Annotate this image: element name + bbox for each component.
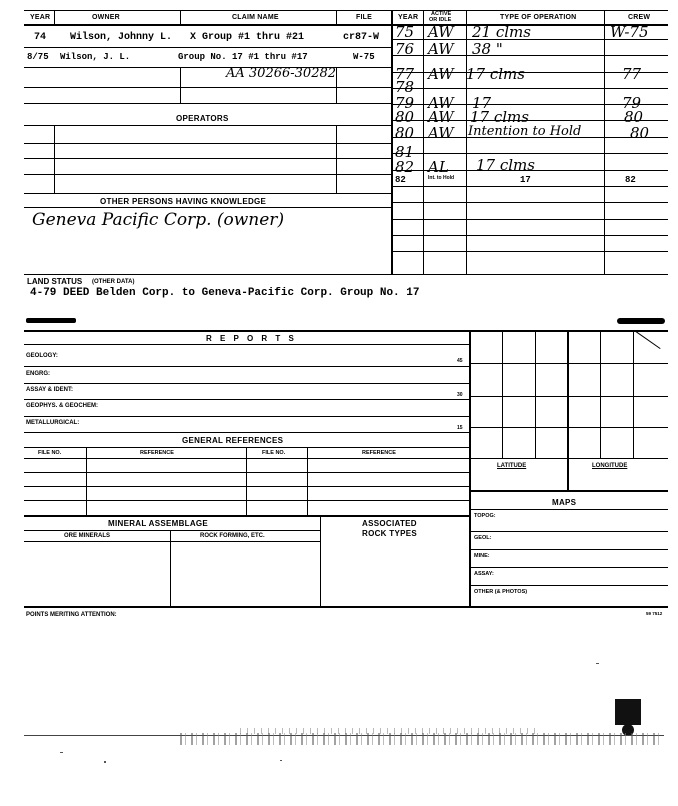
maps-title: MAPS (552, 498, 577, 507)
report-num: 30 (457, 392, 463, 398)
owner-row-claim: Group No. 17 #1 thru #17 (178, 52, 308, 62)
map-row-geol: GEOL: (474, 535, 492, 541)
report-num: 15 (457, 425, 463, 431)
col-file-no: FILE NO. (38, 450, 62, 456)
activity-operation: 17 (472, 94, 492, 112)
activity-year: 82 (395, 158, 415, 176)
map-row-other: OTHER (& PHOTOS) (474, 589, 528, 595)
activity-year: 78 (395, 78, 415, 96)
activity-year: 79 (395, 94, 415, 112)
rock-types-label: ROCK TYPES (362, 529, 418, 538)
owner-row-year: 8/75 (27, 52, 49, 62)
activity-operation: 17 clms (476, 156, 535, 174)
activity-operation: 17 (520, 175, 531, 185)
report-label: ASSAY & IDENT: (26, 387, 74, 393)
scan-mark (26, 318, 76, 323)
latitude-label: LATITUDE (497, 463, 527, 469)
header-year: YEAR (30, 14, 51, 21)
header-or-idle: OR IDLE (429, 17, 452, 23)
longitude-label: LONGITUDE (592, 463, 628, 469)
activity-year: 80 (395, 108, 415, 126)
activity-status: Int. to Hold (428, 175, 455, 181)
report-label: GEOLOGY: (26, 353, 58, 359)
points-meriting-attention: POINTS MERITING ATTENTION: (26, 612, 117, 618)
header-type-of-operation: TYPE OF OPERATION (500, 14, 577, 21)
report-num: 45 (457, 358, 463, 364)
owner-row-owner: Wilson, Johnny L. (70, 32, 173, 43)
header-claim-name: CLAIM NAME (232, 14, 279, 21)
activity-crew: 79 (622, 94, 642, 112)
form-number: 59 7512 (646, 611, 663, 616)
owner-row-file: cr87-W (343, 32, 380, 43)
col-file-no-2: FILE NO. (262, 450, 286, 456)
activity-crew: 77 (622, 65, 642, 83)
col-reference-2: REFERENCE (362, 450, 396, 456)
operators-label: OPERATORS (176, 114, 229, 123)
general-references-title: GENERAL REFERENCES (182, 436, 284, 445)
report-label: GEOPHYS. & GEOCHEM: (26, 403, 99, 409)
header-crew: CREW (628, 14, 651, 21)
land-status-entry: 4-79 DEED Belden Corp. to Geneva-Pacific Corp. Group No. 17 (30, 287, 420, 299)
activity-crew: W-75 (610, 23, 649, 41)
activity-status: AW (428, 108, 454, 126)
report-label: ENGRG: (26, 371, 50, 377)
activity-status: AW (428, 65, 454, 83)
map-row-assay: ASSAY: (474, 571, 494, 577)
activity-year: 82 (395, 175, 406, 185)
header-active: ACTIVE (431, 11, 452, 17)
activity-status: AL (428, 158, 449, 176)
activity-crew: 80 (630, 124, 650, 142)
activity-operation: 38 " (472, 40, 503, 58)
activity-operation: 21 clms (472, 23, 531, 41)
header-file: FILE (356, 14, 372, 21)
land-status-sublabel: (OTHER DATA) (92, 279, 135, 285)
scan-mark (635, 331, 660, 349)
activity-year: 77 (395, 65, 415, 83)
reports-title: R E P O R T S (206, 334, 297, 343)
activity-operation: 17 clms (466, 65, 525, 83)
activity-crew: 82 (625, 175, 636, 185)
activity-year: 75 (395, 23, 415, 41)
mineral-assemblage-title: MINERAL ASSEMBLAGE (108, 519, 209, 528)
rock-forming-label: ROCK FORMING, ETC. (200, 533, 265, 539)
other-persons-note: Geneva Pacific Corp. (owner) (32, 210, 285, 230)
land-status-label: LAND STATUS (27, 277, 83, 286)
activity-status: AW (428, 94, 454, 112)
header-owner: OWNER (92, 14, 120, 21)
owner-row-file: W-75 (353, 52, 375, 62)
ore-minerals-label: ORE MINERALS (64, 533, 111, 539)
activity-status: AW (428, 124, 454, 142)
activity-crew: 80 (624, 108, 644, 126)
activity-operation: Intention to Hold (468, 124, 582, 139)
other-persons-label: OTHER PERSONS HAVING KNOWLEDGE (100, 197, 267, 206)
owner-row-year: 74 (34, 32, 47, 43)
report-label: METALLURGICAL: (26, 420, 80, 426)
activity-status: AW (428, 40, 454, 58)
activity-year: 76 (395, 40, 415, 58)
header-year-activity: YEAR (398, 14, 419, 21)
map-row-topog: TOPOG: (474, 513, 496, 519)
scan-mark (617, 318, 665, 324)
activity-year: 80 (395, 124, 415, 142)
map-row-mine: MINE: (474, 553, 490, 559)
associated-label: ASSOCIATED (362, 519, 417, 528)
owner-row-claim: X Group #1 thru #21 (190, 32, 305, 43)
owner-row-owner: Wilson, J. L. (60, 52, 131, 62)
handwritten-claim-number: AA 30266-30282 (226, 66, 337, 81)
activity-year: 81 (395, 143, 415, 161)
col-reference: REFERENCE (140, 450, 174, 456)
activity-operation: 17 clms (470, 108, 529, 126)
activity-status: AW (428, 23, 454, 41)
